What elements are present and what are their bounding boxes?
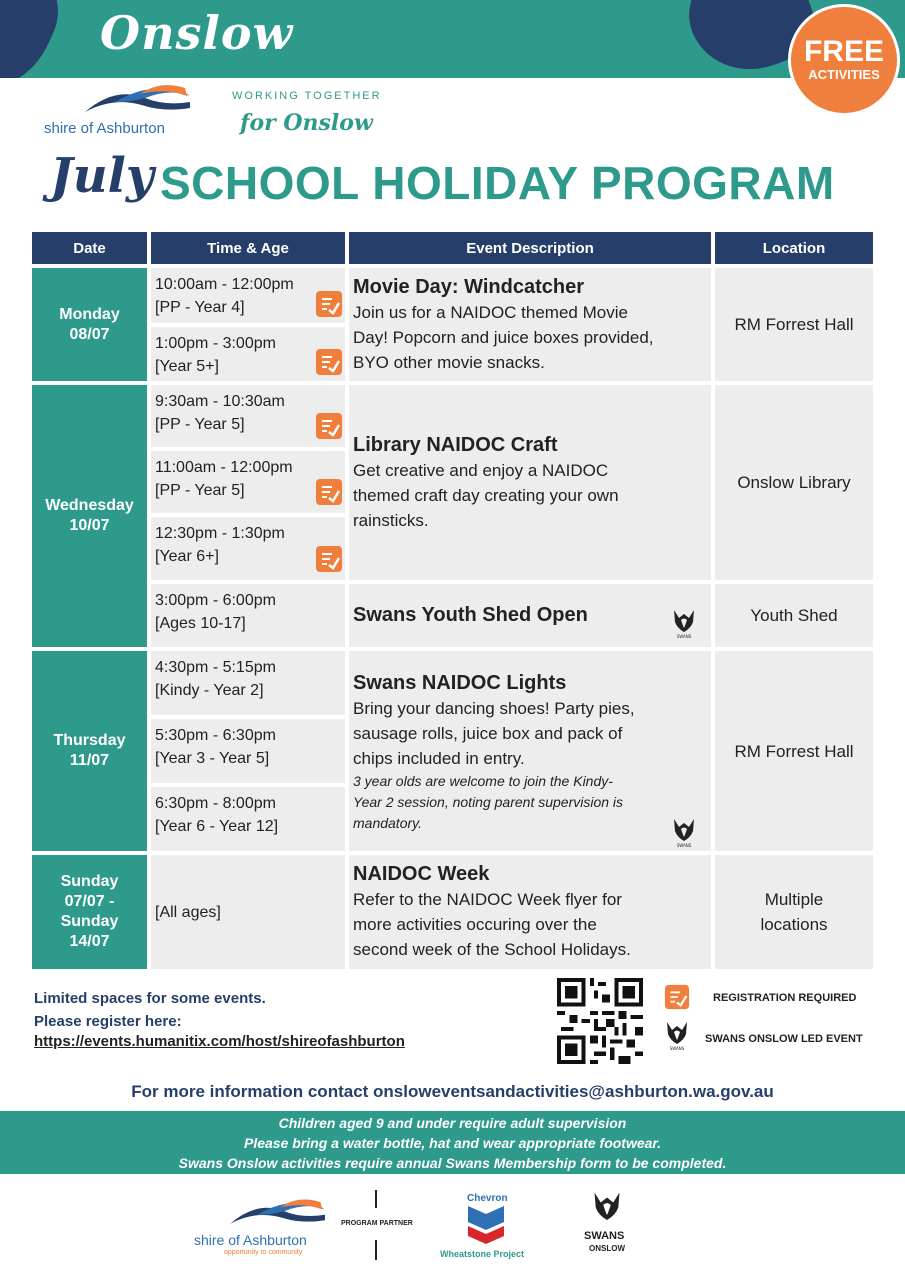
contact-info: For more information contact onsloweventsandactivities@ashburton.wa.gov.au	[131, 1082, 774, 1101]
registration-required-icon	[315, 412, 343, 440]
free-label: FREE	[803, 35, 884, 68]
day-date: 11/07	[69, 752, 110, 769]
event-cell	[349, 855, 711, 969]
event-text: Bring your dancing shoes! Party pies,	[353, 699, 635, 718]
month-label: July	[50, 148, 154, 204]
age-range: [Year 6+]	[155, 548, 219, 565]
event-title: Library NAIDOC Craft	[353, 434, 558, 456]
swans-icon	[671, 817, 697, 849]
shire-waves-icon	[85, 84, 190, 116]
time-cell	[151, 327, 345, 381]
event-title: Swans Youth Shed Open	[353, 604, 588, 626]
day-cell	[32, 651, 147, 851]
activities-label: ACTIVITIES	[808, 67, 880, 82]
time-range: 12:30pm - 1:30pm	[155, 525, 285, 542]
day-cell	[32, 385, 147, 647]
event-cell	[349, 651, 711, 851]
event-text: Refer to the NAIDOC Week flyer for	[353, 890, 622, 909]
time-cell	[151, 787, 345, 851]
time-cell	[151, 385, 345, 447]
registration-required-icon	[664, 984, 690, 1010]
time-cell	[151, 584, 345, 647]
day-cell	[32, 268, 147, 381]
header-date: Date	[32, 232, 147, 264]
onslow-logo-text: ONSLOW	[589, 1244, 625, 1253]
header-band	[0, 0, 905, 78]
register-line: Please register here:	[34, 1013, 182, 1030]
day-date: 10/07	[69, 517, 110, 534]
registration-required-icon	[315, 290, 343, 318]
free-activities-badge	[788, 4, 900, 116]
day-name: Thursday	[53, 732, 126, 749]
swans-icon	[664, 1020, 690, 1052]
swans-icon-label: SWANS	[669, 1046, 685, 1051]
event-text: more activities occuring over the	[353, 915, 597, 934]
registration-required-icon	[315, 478, 343, 506]
header-time-age: Time & Age	[151, 232, 345, 264]
divider	[375, 1240, 377, 1260]
time-cell	[151, 719, 345, 783]
time-cell	[151, 855, 345, 969]
location-cell	[715, 385, 873, 580]
location-cell	[715, 855, 873, 969]
time-range: 6:30pm - 8:00pm	[155, 795, 276, 812]
location-cell	[715, 584, 873, 647]
day-name: Sunday	[60, 873, 119, 890]
day-date: 14/07	[69, 933, 110, 950]
notice-band	[0, 1111, 905, 1174]
shire-waves-icon	[230, 1198, 325, 1228]
program-partner-label: PROGRAM PARTNER	[341, 1220, 413, 1227]
day-name: Sunday	[60, 913, 119, 930]
age-range: [Ages 10-17]	[155, 615, 246, 632]
event-text: BYO other movie snacks.	[353, 353, 545, 372]
divider	[375, 1190, 377, 1208]
shire-logo-text: shire of Ashburton	[44, 120, 165, 137]
swans-onslow-logo	[582, 1190, 632, 1255]
header-location: Location	[715, 232, 873, 264]
location-name: Multiple	[764, 890, 824, 909]
age-range: [Kindy - Year 2]	[155, 682, 264, 699]
registration-link[interactable]: https://events.humanitix.com/host/shireofashburton	[34, 1033, 405, 1050]
location-name: RM Forrest Hall	[734, 315, 854, 334]
for-onslow-text: for Onslow	[240, 110, 373, 136]
event-text: Day! Popcorn and juice boxes provided,	[353, 328, 654, 347]
event-text: themed craft day creating your own	[353, 486, 619, 505]
time-range: 5:30pm - 6:30pm	[155, 727, 276, 744]
age-range: [PP - Year 5]	[155, 482, 245, 499]
day-name: Wednesday	[45, 497, 134, 514]
decorative-shape	[0, 0, 71, 78]
time-range: 4:30pm - 5:15pm	[155, 659, 276, 676]
event-cell	[349, 385, 711, 580]
onslow-script-title: Onslow	[100, 6, 294, 60]
time-range: 11:00am - 12:00pm	[155, 459, 293, 476]
event-title: NAIDOC Week	[353, 863, 490, 885]
time-range: 9:30am - 10:30am	[155, 393, 285, 410]
event-title: Movie Day: Windcatcher	[353, 276, 584, 298]
event-text: Join us for a NAIDOC themed Movie	[353, 303, 628, 322]
event-text: second week of the School Holidays.	[353, 940, 631, 959]
event-cell	[349, 268, 711, 381]
time-range: 1:00pm - 3:00pm	[155, 335, 276, 352]
event-note: Year 2 session, noting parent supervision is	[353, 794, 624, 810]
event-note: mandatory.	[353, 815, 422, 831]
swans-icon-label: SWANS	[676, 843, 692, 848]
shire-sponsor-logo	[192, 1198, 327, 1258]
working-together-text: WORKING TOGETHER	[232, 90, 382, 102]
location-cell	[715, 651, 873, 851]
event-text: chips included in entry.	[353, 749, 525, 768]
notice-line: Children aged 9 and under require adult supervision	[278, 1115, 627, 1131]
event-title: Swans NAIDOC Lights	[353, 672, 567, 694]
event-text: sausage rolls, juice box and pack of	[353, 724, 623, 743]
age-range: [Year 6 - Year 12]	[155, 818, 279, 835]
shire-sponsor-text: shire of Ashburton	[194, 1232, 307, 1248]
event-cell	[349, 584, 711, 647]
registration-required-icon	[315, 545, 343, 573]
legend-registration-label: REGISTRATION REQUIRED	[713, 992, 857, 1004]
day-date: 08/07	[69, 325, 110, 343]
time-cell	[151, 517, 345, 580]
event-text: Get creative and enjoy a NAIDOC	[353, 461, 609, 480]
time-range: 3:00pm - 6:00pm	[155, 592, 276, 609]
swans-icon	[586, 1190, 628, 1230]
page-title: SCHOOL HOLIDAY PROGRAM	[160, 157, 835, 209]
registration-required-icon	[315, 348, 343, 376]
chevron-logo	[440, 1193, 535, 1258]
time-cell	[151, 451, 345, 513]
location-name: Youth Shed	[750, 606, 838, 625]
swans-icon-label: SWANS	[676, 634, 692, 639]
wheatstone-label: Wheatstone Project	[440, 1249, 525, 1259]
day-name: Monday	[59, 305, 120, 323]
location-name: RM Forrest Hall	[734, 741, 854, 761]
age-range: [PP - Year 4]	[155, 299, 245, 316]
limited-spaces-text	[34, 987, 266, 1033]
day-date: 07/07 -	[64, 893, 115, 910]
day-cell	[32, 855, 147, 969]
shire-logo	[40, 84, 200, 139]
location-name: Onslow Library	[737, 473, 851, 492]
age-range: [Year 3 - Year 5]	[155, 750, 270, 767]
age-range: [PP - Year 5]	[155, 416, 245, 433]
chevron-emblem-icon	[468, 1206, 504, 1244]
time-cell	[151, 268, 345, 323]
swans-logo-text: SWANS	[584, 1230, 625, 1242]
age-range: [Year 5+]	[155, 358, 219, 375]
legend-swans-label: SWANS ONSLOW LED EVENT	[705, 1033, 863, 1045]
chevron-label: Chevron	[467, 1193, 508, 1204]
swans-icon	[671, 608, 697, 640]
notice-line: Swans Onslow activities require annual Swans Membership form to be completed.	[178, 1155, 727, 1171]
event-note: 3 year olds are welcome to join the Kindy-	[353, 773, 613, 789]
time-range: 10:00am - 12:00pm	[155, 276, 294, 293]
qr-code-icon[interactable]	[557, 978, 643, 1064]
location-cell	[715, 268, 873, 381]
shire-tagline: opportunity to community	[224, 1249, 303, 1256]
limited-line: Limited spaces for some events.	[34, 990, 266, 1007]
time-cell	[151, 651, 345, 715]
event-text: rainsticks.	[353, 511, 429, 530]
notice-line: Please bring a water bottle, hat and wear appropriate footwear.	[244, 1135, 661, 1151]
location-name: locations	[760, 915, 828, 934]
header-event-description: Event Description	[349, 232, 711, 264]
time-range: [All ages]	[155, 903, 221, 921]
